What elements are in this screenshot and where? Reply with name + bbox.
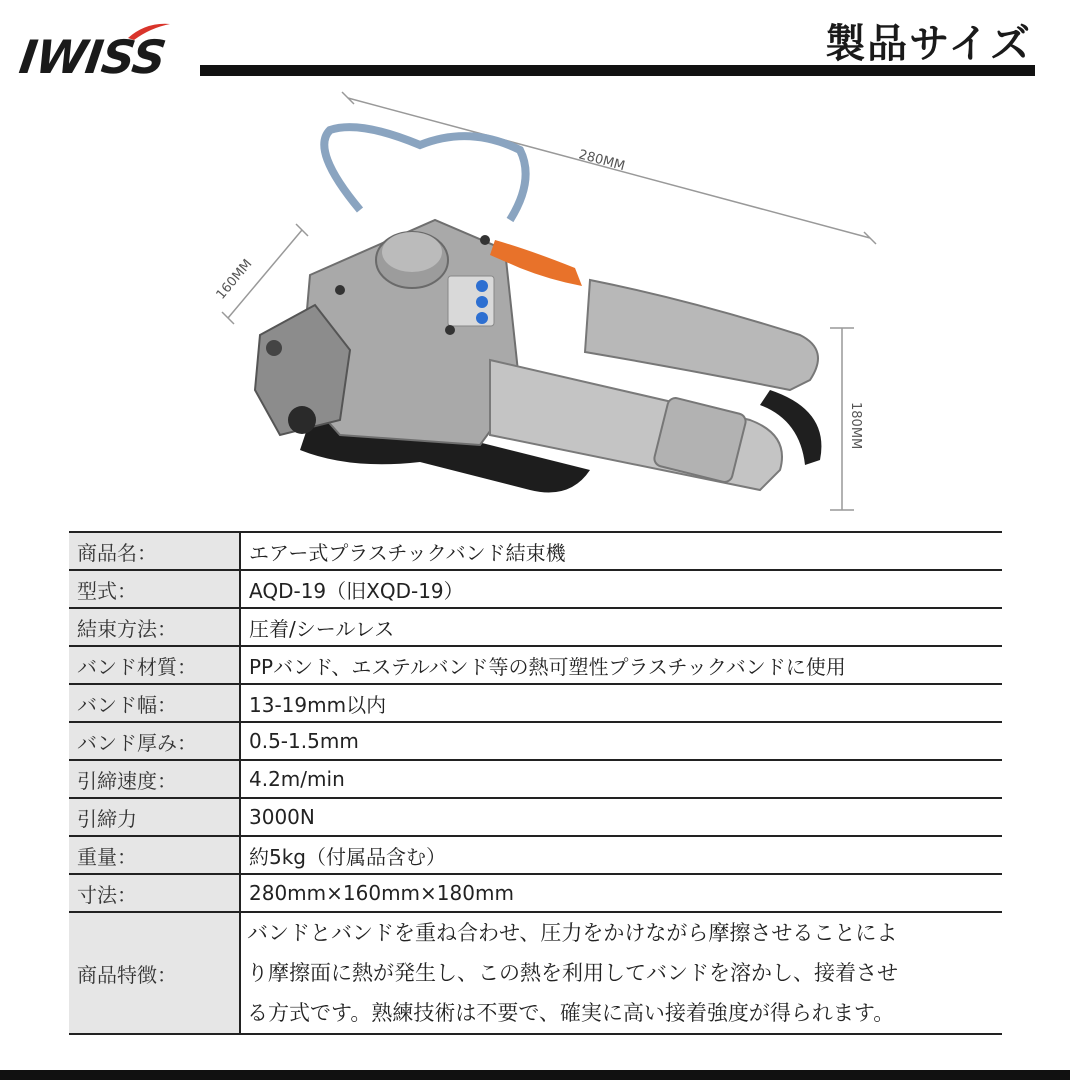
table-row [69, 532, 1002, 570]
spec-label: 型式： [69, 570, 240, 608]
spec-value: PPバンド、エステルバンド等の熱可塑性プラスチックバンドに使用 [240, 646, 1002, 684]
logo-swoosh-icon [124, 20, 174, 42]
table-row [69, 798, 1002, 836]
dim-height-label: 180MM [848, 402, 863, 450]
spec-label: 重量： [69, 836, 240, 874]
spec-value: 圧着/シールレス [240, 608, 1002, 646]
spec-label: 商品名： [69, 532, 240, 570]
spec-value: 3000N [240, 798, 1002, 836]
dim-width-label: 160MM [213, 256, 256, 303]
spec-value: 約5kg（付属品含む） [240, 836, 1002, 874]
spec-label: 引締力 [69, 798, 240, 836]
header [0, 0, 1070, 100]
spec-label: バンド材質： [69, 646, 240, 684]
table-row [69, 760, 1002, 798]
table-row [69, 874, 1002, 912]
table-row-features [69, 912, 1002, 1034]
brand-logo: IWISS [16, 30, 169, 84]
table-row [69, 722, 1002, 760]
spec-label: 結束方法： [69, 608, 240, 646]
spec-value: 13-19mm以内 [240, 684, 1002, 722]
table-row [69, 836, 1002, 874]
spec-label: 寸法： [69, 874, 240, 912]
features-line: る方式です。熟練技術は不要で、確実に高い接着強度が得られます。 [247, 1001, 895, 1025]
spec-value: 4.2m/min [240, 760, 1002, 798]
table-row [69, 570, 1002, 608]
spec-value: 280mm×160mm×180mm [240, 874, 1002, 912]
features-value [240, 912, 1002, 1034]
features-line: バンドとバンドを重ね合わせ、圧力をかけながら摩擦させることによ [247, 921, 898, 945]
table-row [69, 646, 1002, 684]
page-title: 製品サイズ [825, 21, 1032, 67]
product-illustration [190, 90, 890, 520]
spec-value: エアー式プラスチックバンド結束機 [240, 532, 1002, 570]
spec-label: バンド幅： [69, 684, 240, 722]
table-row [69, 608, 1002, 646]
table-row [69, 684, 1002, 722]
spec-label: バンド厚み： [69, 722, 240, 760]
features-line: り摩擦面に熱が発生し、この熱を利用してバンドを溶かし、接着させ [247, 961, 898, 985]
tool-body [255, 127, 821, 492]
spec-value: 0.5-1.5mm [240, 722, 1002, 760]
spec-label: 引締速度： [69, 760, 240, 798]
spec-table [69, 531, 1002, 1035]
features-label: 商品特徴： [69, 912, 240, 1034]
spec-value: AQD-19（旧XQD-19） [240, 570, 1002, 608]
footer-bar [0, 1070, 1070, 1080]
dim-length-label: 280MM [576, 147, 627, 175]
